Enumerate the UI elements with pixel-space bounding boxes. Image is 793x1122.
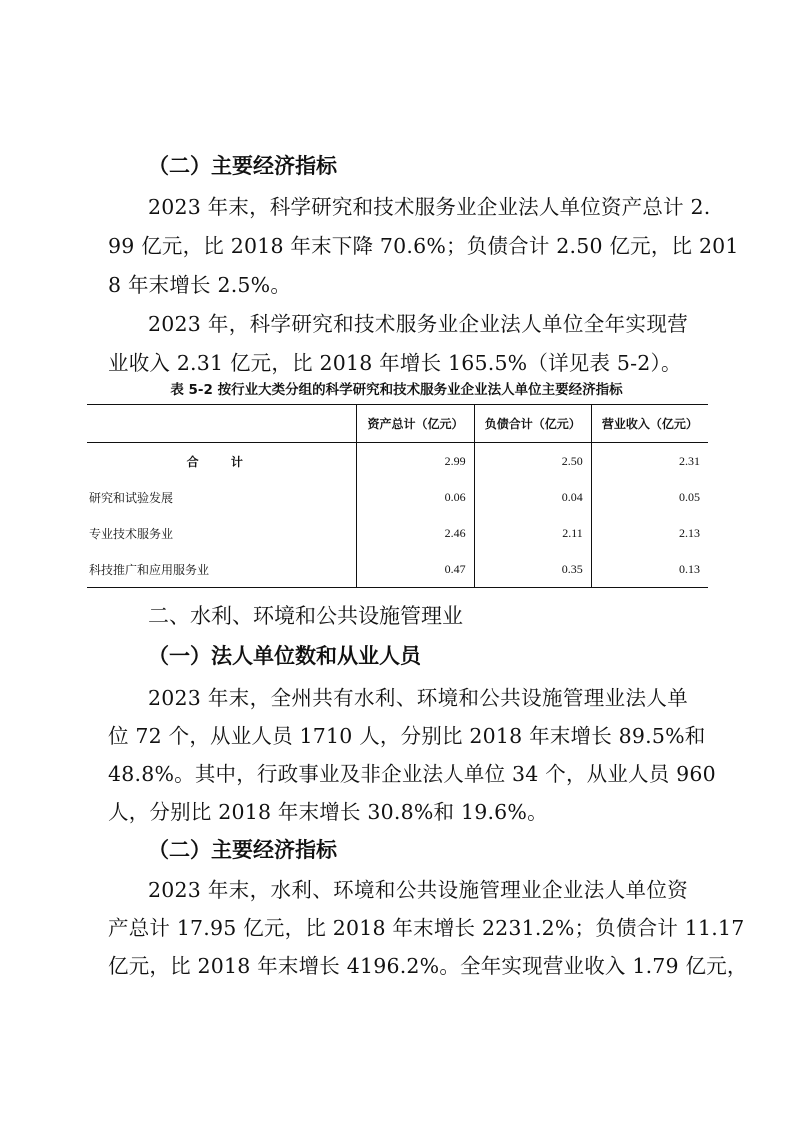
row-label: 合 计	[186, 454, 257, 469]
paragraph-line: 2023 年末，科学研究和技术服务业企业法人单位资产总计 2.	[148, 195, 711, 219]
table-header-cell	[87, 405, 357, 443]
cell-revenue: 2.13	[591, 515, 708, 551]
cell-liabilities: 2.50	[474, 443, 591, 480]
paragraph-line: 产总计 17.95 亿元，比 2018 年末增长 2231.2%；负债合计 11.17	[108, 916, 745, 940]
cell-assets: 2.46	[357, 515, 474, 551]
chapter-title-water-environment: 二、水利、环境和公共设施管理业	[148, 604, 463, 628]
cell-revenue: 2.31	[591, 443, 708, 480]
row-label: 专业技术服务业	[89, 526, 174, 541]
paragraph-line: 48.8%。其中，行政事业及非企业法人单位 34 个，从业人员 960	[108, 762, 716, 786]
table-header-liabilities: 负债合计（亿元）	[474, 405, 591, 443]
paragraph-line: 亿元，比 2018 年末增长 4196.2%。全年实现营业收入 1.79 亿元，	[108, 954, 748, 978]
table-caption: 表 5-2 按行业大类分组的科学研究和技术服务业企业法人单位主要经济指标	[170, 382, 623, 398]
paragraph-line: 8 年末增长 2.5%。	[108, 273, 292, 297]
row-label: 科技推广和应用服务业	[89, 562, 210, 577]
cell-assets: 0.47	[357, 551, 474, 588]
cell-assets: 0.06	[357, 479, 474, 515]
paragraph-line: 2023 年，科学研究和技术服务业企业法人单位全年实现营	[148, 312, 688, 336]
paragraph-line: 2023 年末，水利、环境和公共设施管理业企业法人单位资	[148, 878, 688, 902]
section-heading-economic-indicators-2: （二）主要经济指标	[148, 838, 337, 862]
paragraph-line: 人，分别比 2018 年末增长 30.8%和 19.6%。	[108, 800, 548, 824]
table-row	[87, 551, 708, 588]
cell-liabilities: 2.11	[474, 515, 591, 551]
cell-revenue: 0.13	[591, 551, 708, 588]
paragraph-line: 99 亿元，比 2018 年末下降 70.6%；负债合计 2.50 亿元，比 201	[108, 234, 739, 258]
row-label: 研究和试验发展	[89, 490, 174, 505]
section-heading-economic-indicators: （二）主要经济指标	[148, 154, 337, 178]
paragraph-line: 位 72 个，从业人员 1710 人，分别比 2018 年末增长 89.5%和	[108, 724, 706, 748]
cell-liabilities: 0.04	[474, 479, 591, 515]
table-header-assets: 资产总计（亿元）	[357, 405, 474, 443]
paragraph-line: 2023 年末，全州共有水利、环境和公共设施管理业法人单	[148, 686, 688, 710]
economic-indicators-table	[87, 404, 708, 588]
table-row-total	[87, 443, 708, 480]
cell-liabilities: 0.35	[474, 551, 591, 588]
table-row	[87, 515, 708, 551]
paragraph-line: 业收入 2.31 亿元，比 2018 年增长 165.5%（详见表 5-2）。	[108, 351, 682, 375]
table-row	[87, 479, 708, 515]
table-header-revenue: 营业收入（亿元）	[591, 405, 708, 443]
cell-assets: 2.99	[357, 443, 474, 480]
cell-revenue: 0.05	[591, 479, 708, 515]
section-heading-units-employees: （一）法人单位数和从业人员	[148, 644, 421, 668]
table-header-row	[87, 405, 708, 443]
